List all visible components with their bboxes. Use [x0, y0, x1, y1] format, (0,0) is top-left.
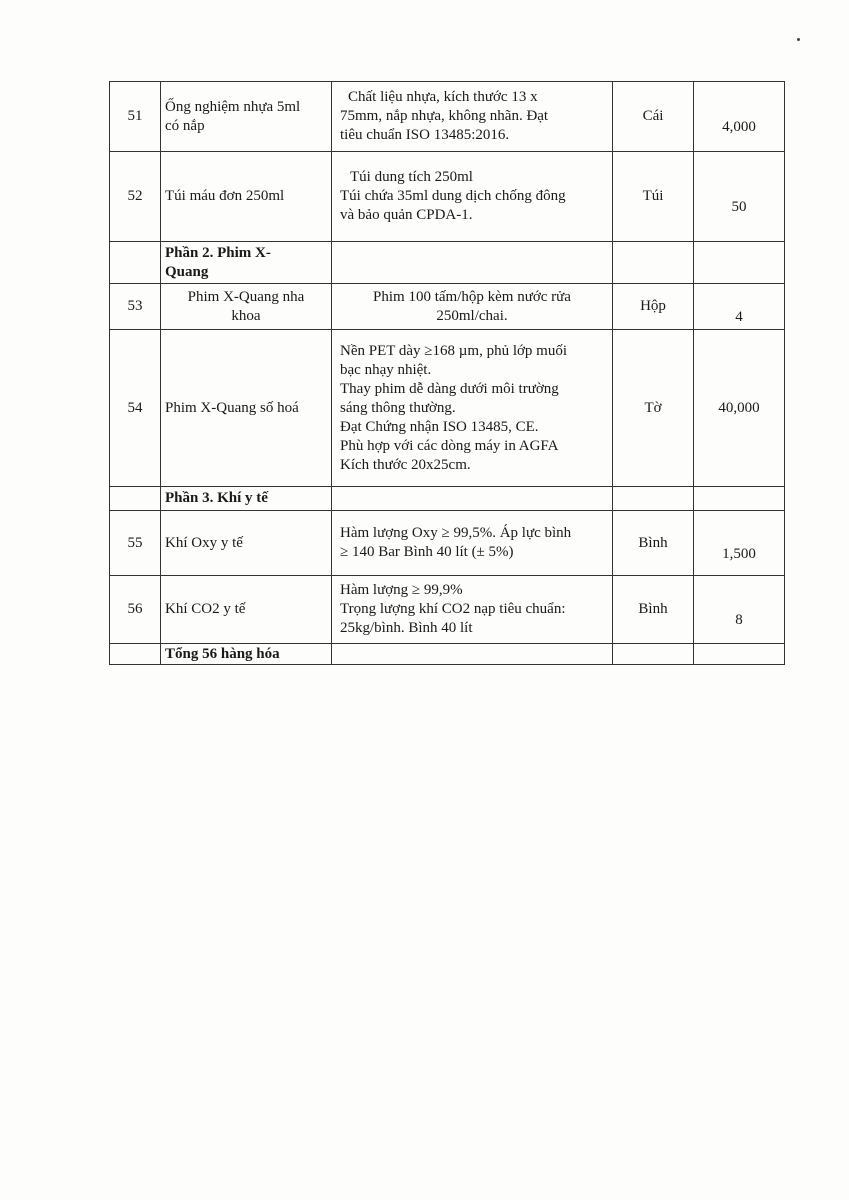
section-title — [161, 487, 332, 511]
item-description — [332, 82, 613, 152]
section-title — [161, 242, 332, 284]
item-quantity: 4 — [694, 284, 785, 330]
description-line: Trọng lượng khí CO2 nạp tiêu chuẩn: — [340, 601, 566, 617]
section-row — [110, 242, 785, 284]
description-line: Phim 100 tấm/hộp kèm nước rửa — [373, 288, 571, 305]
total-label: Tổng 56 hàng hóa — [161, 644, 332, 665]
table-row — [110, 330, 785, 487]
item-unit: Hộp — [613, 284, 694, 330]
item-name-line: Túi máu đơn 250ml — [165, 188, 285, 204]
item-quantity: 1,500 — [694, 511, 785, 576]
description-line: Chất liệu nhựa, kích thước 13 x — [348, 89, 538, 105]
row-number: 56 — [110, 576, 161, 644]
item-name — [161, 511, 332, 576]
description-line: Đạt Chứng nhận ISO 13485, CE. — [340, 418, 539, 435]
item-name — [161, 152, 332, 242]
goods-table — [109, 81, 785, 665]
row-number: 53 — [110, 284, 161, 330]
table-row — [110, 511, 785, 576]
description-line: bạc nhạy nhiệt. — [340, 361, 432, 378]
item-unit: Bình — [613, 576, 694, 644]
item-description — [332, 511, 613, 576]
description-line: Hàm lượng Oxy ≥ 99,5%. Áp lực bình — [340, 525, 572, 541]
item-name — [161, 284, 332, 330]
item-unit: Cái — [613, 82, 694, 152]
item-name-line: Phim X-Quang số hoá — [165, 399, 299, 416]
item-description — [332, 284, 613, 330]
description-line: Túi dung tích 250ml — [350, 169, 473, 185]
item-quantity: 50 — [694, 152, 785, 242]
item-description — [332, 330, 613, 487]
table-row — [110, 576, 785, 644]
table-row — [110, 82, 785, 152]
scan-speck — [797, 38, 800, 41]
item-unit: Bình — [613, 511, 694, 576]
item-name-line: Khí CO2 y tế — [165, 601, 246, 617]
description-line: 25kg/bình. Bình 40 lít — [340, 620, 473, 636]
item-quantity: 40,000 — [694, 330, 785, 487]
item-quantity: 8 — [694, 576, 785, 644]
table-row — [110, 152, 785, 242]
description-line: và bảo quản CPDA-1. — [340, 207, 473, 223]
description-line: ≥ 140 Bar Bình 40 lít (± 5%) — [340, 544, 514, 560]
table-row — [110, 284, 785, 330]
description-line: Phù hợp với các dòng máy in AGFA — [340, 437, 559, 454]
description-line: Kích thước 20x25cm. — [340, 456, 471, 473]
section-title-line: Phần 3. Khí y tế — [165, 490, 268, 506]
item-description — [332, 576, 613, 644]
item-description — [332, 152, 613, 242]
item-name-line: Ống nghiệm nhựa 5ml — [165, 98, 301, 115]
description-line: tiêu chuẩn ISO 13485:2016. — [340, 127, 510, 143]
section-row — [110, 487, 785, 511]
description-line: sáng thông thường. — [340, 399, 456, 416]
section-title-line: Phần 2. Phim X- — [165, 244, 271, 261]
item-name — [161, 330, 332, 487]
item-unit: Túi — [613, 152, 694, 242]
item-unit: Tờ — [613, 330, 694, 487]
total-row — [110, 644, 785, 665]
item-name-line: Phim X-Quang nha — [187, 288, 305, 305]
description-line: Nền PET dày ≥168 µm, phủ lớp muối — [340, 342, 568, 359]
item-name — [161, 576, 332, 644]
item-name-line: Khí Oxy y tế — [165, 534, 243, 551]
row-number: 51 — [110, 82, 161, 152]
description-line: 250ml/chai. — [436, 307, 508, 324]
row-number: 54 — [110, 330, 161, 487]
description-line: Hàm lượng ≥ 99,9% — [340, 582, 463, 598]
item-name-line: khoa — [231, 307, 261, 324]
description-line: Túi chứa 35ml dung dịch chống đông — [340, 188, 566, 204]
section-title-line: Quang — [165, 263, 209, 280]
row-number: 52 — [110, 152, 161, 242]
item-name-line: có nắp — [165, 117, 205, 134]
description-line: Thay phim dễ dàng dưới môi trường — [340, 380, 559, 397]
item-quantity: 4,000 — [694, 82, 785, 152]
item-name — [161, 82, 332, 152]
row-number: 55 — [110, 511, 161, 576]
description-line: 75mm, nắp nhựa, không nhãn. Đạt — [340, 108, 549, 124]
